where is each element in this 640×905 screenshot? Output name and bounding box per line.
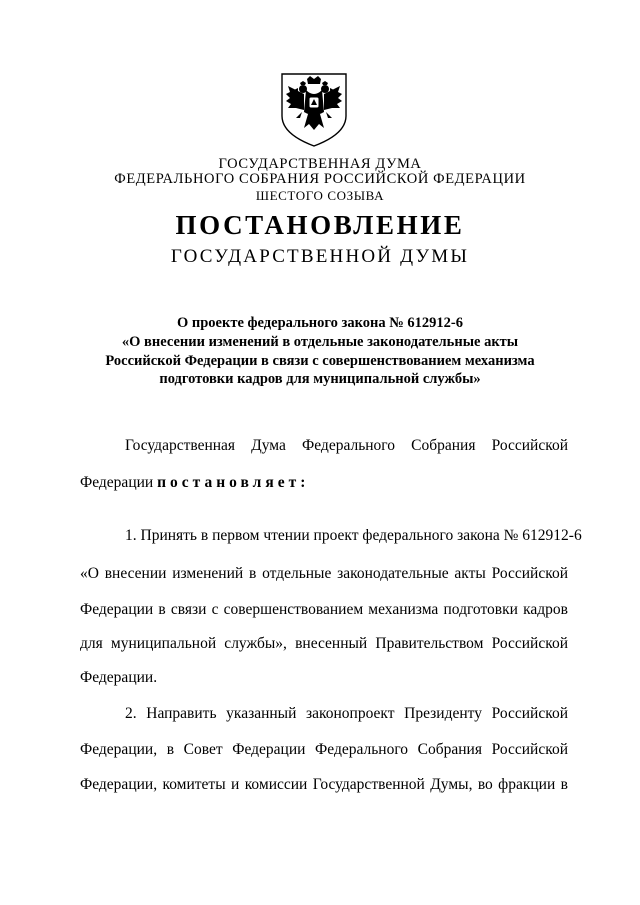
header-line-1: ГОСУДАРСТВЕННАЯ ДУМА [218,156,422,172]
document-title: ПОСТАНОВЛЕНИЕ [175,210,465,240]
paragraph-1-line-1: 1. Принять в первом чтении проект федерального закона № 612912-6 [125,527,582,544]
paragraph-1-line-5: Федерации. [80,669,158,686]
bill-title-line-3: Российской Федерации в связи с совершенствованием механизма [105,353,535,369]
paragraph-2-line-2: Федерации, в Совет Федерации Федерального Собрания Российской [80,741,568,758]
header-line-3: ШЕСТОГО СОЗЫВА [255,188,385,203]
paragraph-2-line-3: Федерации, комитеты и комиссии Государственной Думы, во фракции в [80,776,568,793]
paragraph-2-line-1: 2. Направить указанный законопроект Президенту Российской [125,705,568,722]
preamble-line-1: Государственная Дума Федерального Собрания Российской [125,437,568,454]
paragraph-1-line-3: Федерации в связи с совершенствованием механизма подготовки кадров [80,601,568,618]
coat-of-arms-icon [276,70,352,148]
bill-title-line-2: «О внесении изменений в отдельные законодательные акты [121,334,519,350]
header-line-2: ФЕДЕРАЛЬНОГО СОБРАНИЯ РОССИЙСКОЙ ФЕДЕРАЦИИ [114,171,526,187]
bill-title-line-4: подготовки кадров для муниципальной службы» [159,371,481,387]
bill-title-line-1: О проекте федерального закона № 612912-6 [176,315,464,331]
document-subtitle: ГОСУДАРСТВЕННОЙ ДУМЫ [170,246,470,267]
preamble-federation-word: Федерации [80,474,154,491]
preamble-resolves-word: постановляет: [157,474,310,491]
paragraph-1-line-4: для муниципальной службы», внесенный Правительством Российской [80,635,568,652]
preamble-line-2 [80,474,568,492]
paragraph-1-line-2: «О внесении изменений в отдельные законодательные акты Российской [80,565,568,582]
